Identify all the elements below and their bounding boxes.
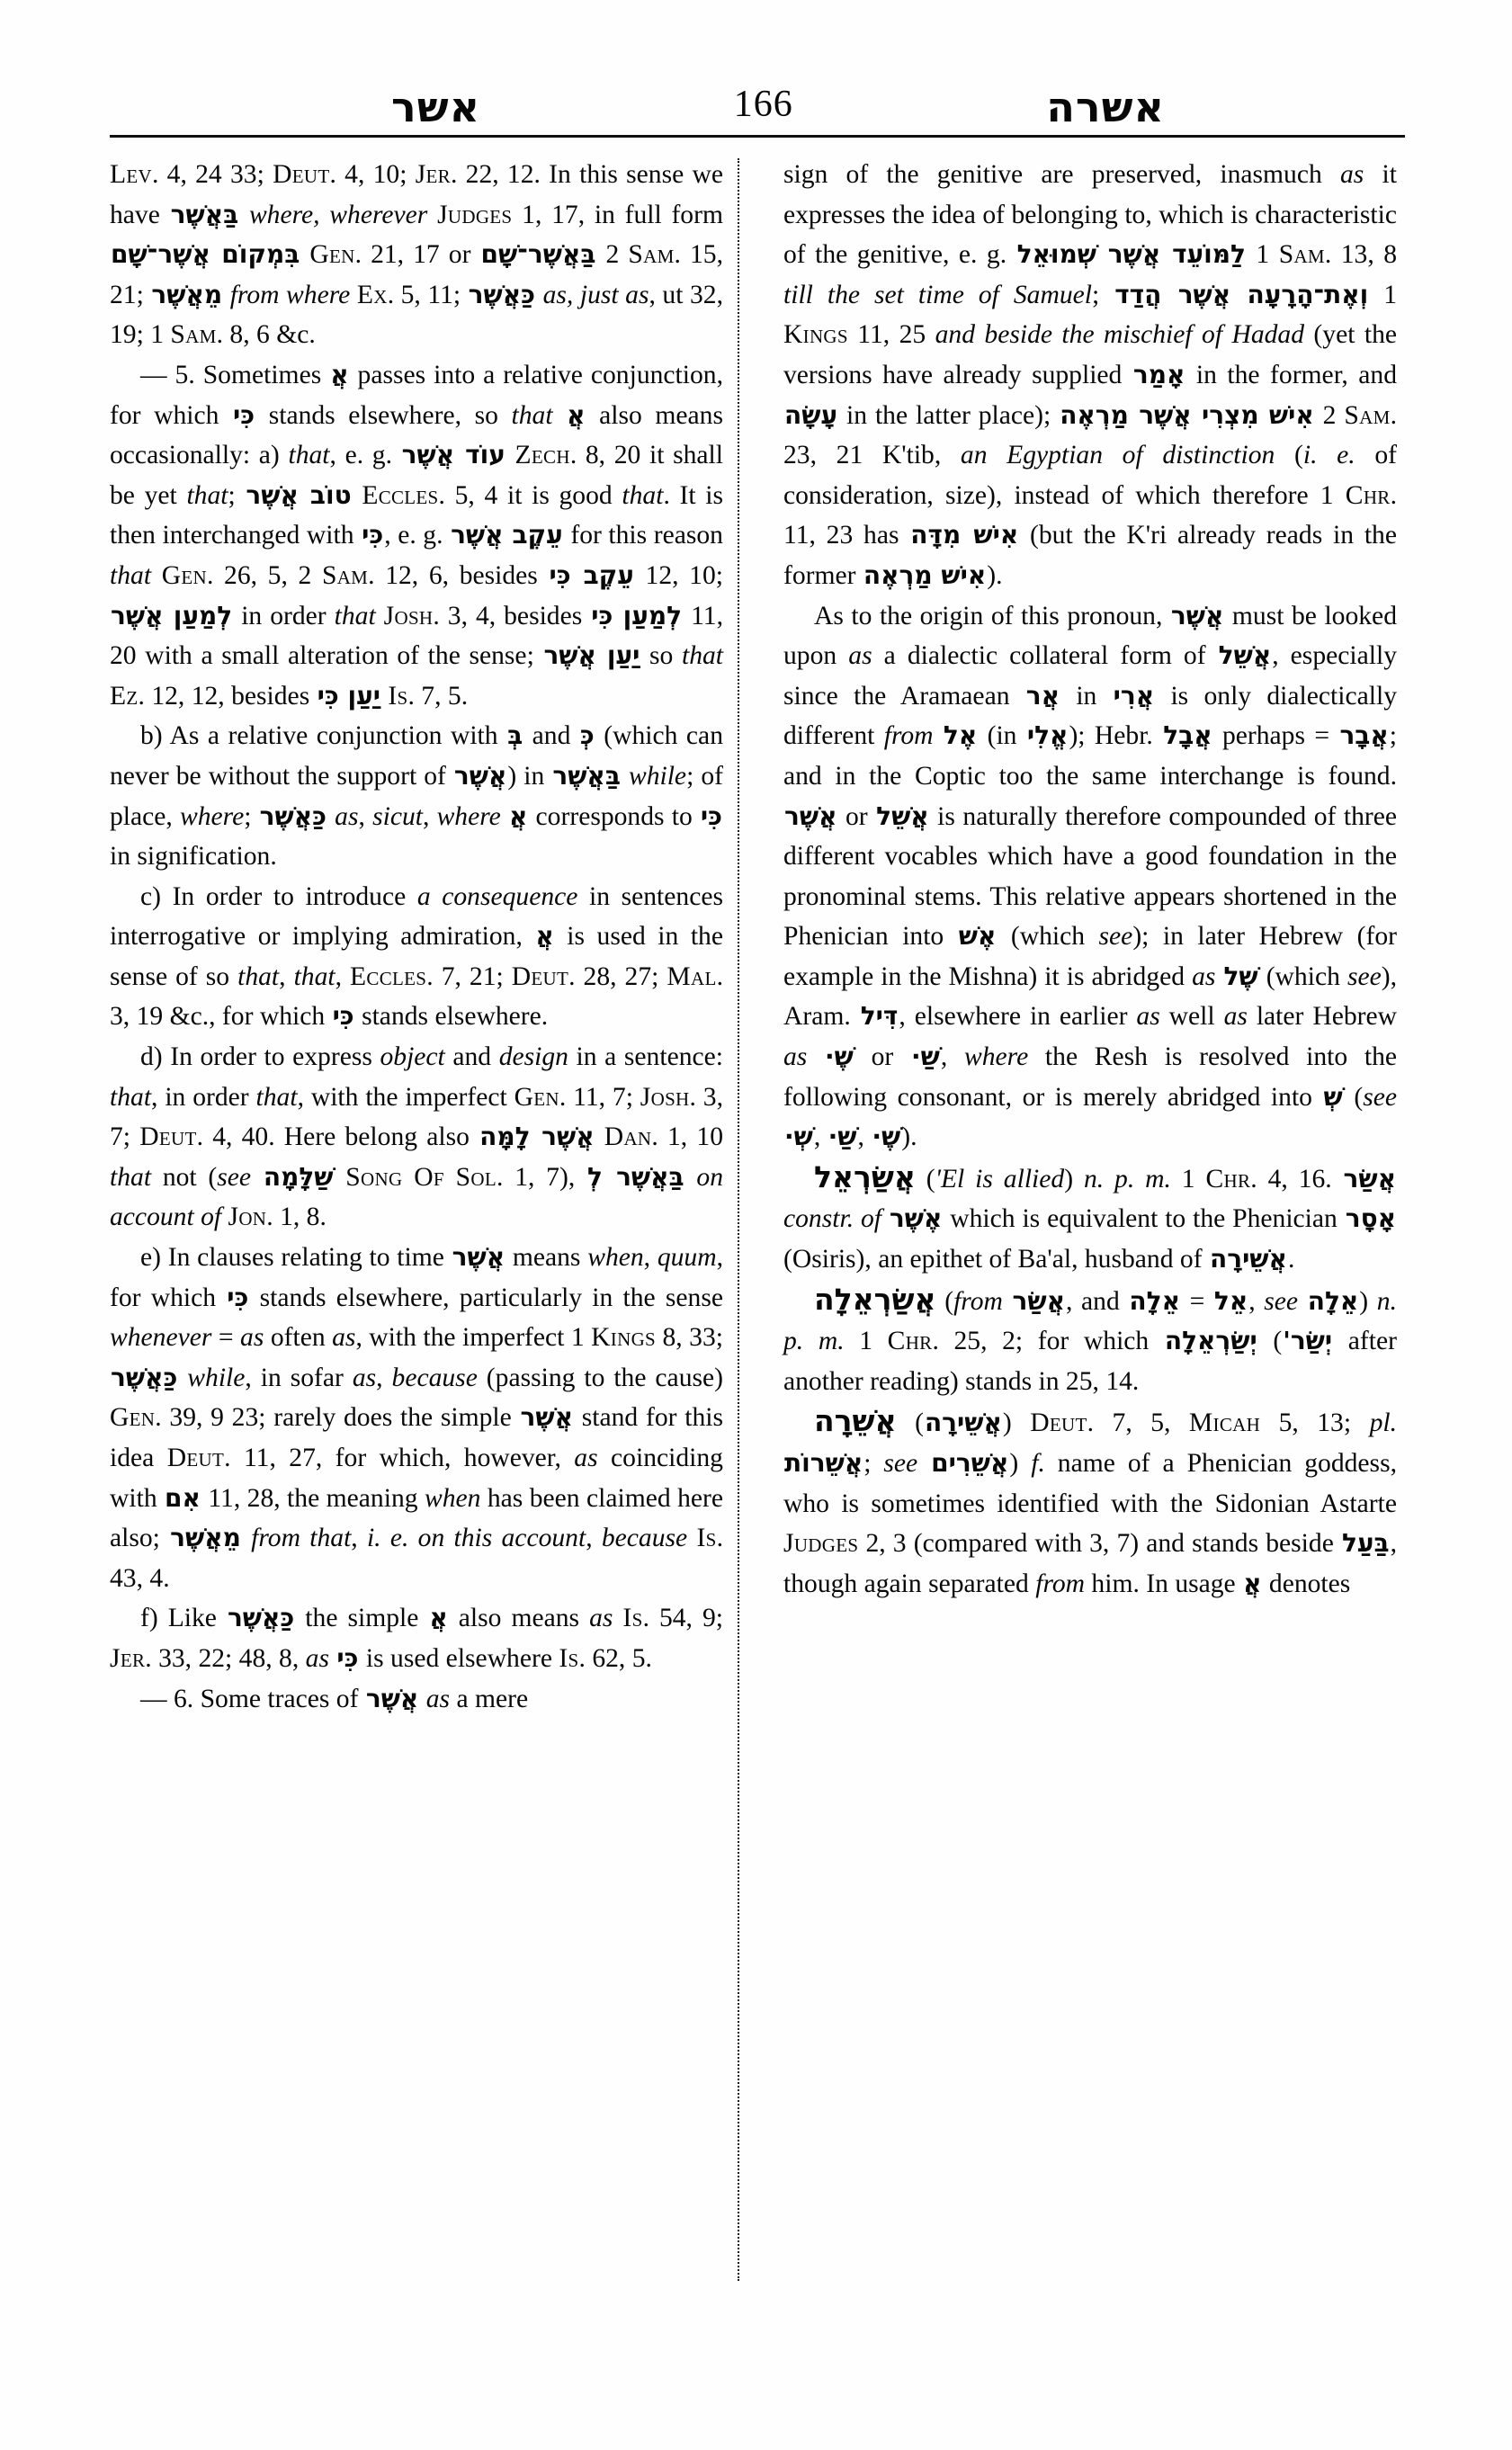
gloss: see: [883, 1449, 918, 1478]
hebrew-word: כִּי: [362, 520, 384, 550]
gloss: as: [1192, 961, 1216, 991]
hebrew-word: כִּי: [332, 1001, 354, 1032]
gloss: a consequence: [416, 881, 578, 911]
hebrew-word: שְׁ·: [784, 1122, 813, 1152]
scripture-reference: Deut: [511, 961, 569, 991]
gloss: where: [436, 801, 501, 831]
paragraph: — 6. Some traces of אֲשֶׁר as a mere: [140, 1683, 529, 1713]
hebrew-word: אֲשַׂר: [1343, 1163, 1397, 1194]
hebrew-word: כַּאֲשֶׁר: [259, 800, 327, 831]
hebrew-word: אֲשֶׁר: [1170, 600, 1224, 630]
left-column: [110, 155, 738, 2281]
scripture-reference: Chr: [1205, 1164, 1251, 1194]
hebrew-word: שַׁלָּמָה: [263, 1161, 334, 1192]
gloss: see: [1264, 1286, 1299, 1316]
right-column: [758, 155, 1397, 2281]
hebrew-word: אֲ: [567, 399, 586, 430]
scripture-reference: Gen: [309, 240, 355, 270]
hebrew-word: כִּי: [700, 800, 723, 831]
scripture-reference: Gen: [514, 1082, 559, 1112]
running-head-right-hebrew: אשרה: [1046, 83, 1165, 131]
gloss: as: [425, 1684, 451, 1713]
hebrew-word: אֲשֵׁירָה: [1209, 1244, 1287, 1274]
hebrew-word: אֲשֵׁל: [1218, 640, 1272, 671]
hebrew-word: בַּאֲשֶׁר: [552, 760, 621, 791]
scripture-reference: Judges: [437, 200, 513, 229]
gloss: when: [424, 1483, 481, 1513]
hebrew-word: אֲ: [535, 921, 554, 952]
hebrew-word: אֲ: [508, 800, 528, 831]
hebrew-word: כִּי: [227, 1282, 249, 1312]
gloss: that: [255, 1082, 298, 1112]
scripture-reference: Sol: [455, 1162, 497, 1192]
hebrew-word: אֲשֶׁר: [365, 1683, 419, 1713]
gloss: that: [288, 441, 330, 470]
paragraph: d) In order to express object and design in a sentence: that, in order that, with the imperfect Gen. 11, 7; Josh. 3, 7; Deut. 4, 40. Here belong also אֲשֶׁר לָמָּה Dan. 1, 10 that not (see שַׁלָּמָה Song Of Sol. 1, 7), בַּאֲשֶׁר לְ on account of Jon. 1, 8.: [110, 1042, 723, 1232]
gloss: that: [110, 1082, 152, 1112]
hebrew-word: אֲרִי: [1113, 680, 1155, 711]
gloss: that: [293, 961, 336, 991]
hebrew-word: שְׁ: [1323, 1081, 1343, 1112]
hebrew-word: שֶׁ·: [872, 1122, 901, 1152]
gloss: 'El is allied: [935, 1164, 1065, 1194]
hebrew-word: אֲר: [1025, 680, 1060, 711]
hebrew-word: וְאֶת־הָרָעָה אֲשֶׁר הֲדַד: [1114, 279, 1369, 309]
gloss: object: [380, 1042, 445, 1072]
paragraph: As to the origin of this pronoun, אֲשֶׁר must be looked upon as a dialectic collateral form of אֲשֵׁל, especially since the Aramaean אֲר in אֲרִי is only dialectically different from אֶל (in אֱלִי); Hebr. אֲבָל perhaps = אֲבָר; and in the Coptic too the same interchange is found. אֲשֶׁר or אֲשֵׁל is naturally therefore compounded of three different vocables which have a good foundation in the pronominal stems. This relative appears shortened in the Phenician into אֶשׁ (which see); in later Hebrew (for example in the Mishna) it is abridged as שֶׁל (which see), Aram. דִּיל, elsewhere in earlier as well as later Hebrew as שֶׁ· or שַׁ·, where the Resh is resolved into the following consonant, or is merely abridged into שְׁ (see שְׁ·, שַׁ·, שֶׁ·).: [783, 600, 1398, 1152]
gloss: n. p. m.: [1083, 1164, 1171, 1194]
hebrew-word: מֵאֲשֶׁר: [151, 279, 223, 309]
scripture-reference: Gen: [110, 1403, 156, 1433]
hebrew-word: אָמַר: [1132, 359, 1185, 389]
gloss: as: [305, 1643, 329, 1673]
entry-headword: אֲשֵׁרָה: [814, 1403, 897, 1439]
hebrew-word: אֶל: [943, 720, 978, 751]
gloss: see: [1363, 1082, 1397, 1112]
paragraph: sign of the genitive are preserved, inasmuch as it expresses the idea of belonging to, which is characteristic of the genitive, e. g. לַמּוֹעֵד אֲשֶׁר שְׁמוּאֵל 1 Sam. 13, 8 till the set time of Samuel; וְאֶת־הָרָעָה אֲשֶׁר הֲדַד 1 Kings 11, 25 and beside the mischief of Hadad (yet the versions have already supplied אָמַר in the former, and עָשָׂה in the latter place); אִישׁ מִצְרִי אֲשֶׁר מַרְאֶה 2 Sam. 23, 21 K'tib, an Egyptian of distinction (i. e. of consideration, size), instead of which therefore 1 Chr. 11, 23 has אִישׁ מִדָּה (but the K'ri already reads in the former אִישׁ מַרְאֶה).: [783, 160, 1398, 590]
hebrew-word: אָסָר: [1345, 1203, 1396, 1234]
hebrew-word: טוֹב אֲשֶׁר: [246, 479, 352, 510]
scripture-reference: Josh: [383, 601, 434, 630]
gloss: while: [628, 761, 687, 791]
hebrew-word: בַּאֲשֶׁר: [170, 199, 239, 229]
paragraph: e) In clauses relating to time אֲשֶׁר means when, quum, for which כִּי stands elsewhere, particularly in the sense whenever = as often as, with the imperfect 1 Kings 8, 33; כַּאֲשֶׁר while, in sofar as, because (passing to the cause) Gen. 39, 9 23; rarely does the simple אֲשֶׁר stand for this idea Deut. 11, 27, for which, however, as coinciding with אִם 11, 28, the meaning when has been claimed here also; מֵאֲשֶׁר from that, i. e. on this account, because Is. 43, 4.: [110, 1242, 724, 1593]
hebrew-word: אֲשֶׁר: [452, 1242, 505, 1273]
gloss: constr. of: [783, 1204, 881, 1234]
gloss: as: [1136, 1002, 1160, 1032]
scripture-reference: Jon: [228, 1203, 267, 1232]
hebrew-word: עוֹד אֲשֶׁר: [401, 440, 505, 470]
gloss: that: [334, 601, 376, 630]
gloss: n. p. m.: [783, 1286, 1397, 1356]
hebrew-word: אֲ: [1243, 1568, 1262, 1598]
hebrew-word: אֶשֶׁר: [889, 1203, 943, 1234]
hebrew-word: שֶׁ·: [825, 1042, 854, 1072]
gloss: as: [352, 1363, 377, 1392]
gloss: from: [883, 721, 934, 751]
gloss: that: [110, 1162, 152, 1192]
hebrew-word: עָשָׂה: [784, 399, 838, 430]
hebrew-word: אֵל: [1213, 1285, 1248, 1316]
gloss: on account of: [110, 1162, 723, 1232]
scripture-reference: Lev: [110, 160, 152, 189]
gloss: that: [237, 961, 280, 991]
hebrew-word: אֲ: [429, 1603, 448, 1633]
gloss: while: [187, 1363, 246, 1392]
dictionary-entry-asarel: אֲשַׂרְאֵל ('El is allied) n. p. m. 1 Chr. 4, 16. אֲשַׂר constr. of אֶשֶׁר which is equivalent to the Phenician אָסָר (Osiris), an epithet of Ba'al, husband of אֲשֵׁירָה.: [783, 1158, 1397, 1274]
hebrew-word: אֲבָר: [1339, 720, 1389, 751]
gloss: that: [186, 480, 228, 510]
hebrew-word: אֱלִי: [1026, 720, 1069, 751]
gloss: because: [391, 1363, 478, 1392]
scripture-reference: Deut: [1030, 1408, 1087, 1438]
body-columns: [110, 155, 1409, 2281]
gloss: as: [335, 801, 359, 831]
scripture-reference: Zech: [514, 441, 570, 470]
hebrew-word: בִּמְקוֹם אֲשֶׁר־שָׁם: [111, 239, 300, 270]
hebrew-word: אֲ: [330, 359, 349, 389]
gloss: i. e.: [366, 1524, 409, 1553]
scripture-reference: Dan: [604, 1122, 652, 1152]
hebrew-word: אֶשׁ: [958, 921, 997, 952]
scripture-reference: Kings: [783, 320, 848, 350]
scripture-reference: Gen: [161, 560, 207, 590]
hebrew-word: יְשַׂרְאֵלָה: [1164, 1326, 1257, 1356]
hebrew-word: עֵקֶב כִּי: [549, 559, 634, 590]
gloss: when: [587, 1243, 644, 1273]
scripture-reference: Sam: [321, 560, 369, 590]
hebrew-word: כְּ: [579, 720, 595, 751]
paragraph: b) As a relative conjunction with בְּ and כְּ (which can never be without the support of אֲשֶׁר) in בַּאֲשֶׁר while; of place, where; כַּאֲשֶׁר as, sicut, where אֲ corresponds to כִּי in signification.: [110, 720, 723, 872]
hebrew-word: כַּאֲשֶׁר: [111, 1362, 178, 1392]
scripture-reference: Deut: [166, 1444, 225, 1472]
entry-headword: אֲשַׂרְאֵל: [814, 1158, 916, 1194]
running-head-left-hebrew: אשר: [391, 83, 481, 131]
gloss: as: [574, 1444, 598, 1472]
gloss: f.: [1031, 1449, 1045, 1478]
gloss: as, just as: [542, 280, 649, 309]
hebrew-word: לְמַעַן אֲשֶׁר: [111, 600, 233, 630]
gloss: where: [180, 801, 245, 831]
gloss: design: [498, 1042, 568, 1072]
gloss: an Egyptian of distinction: [960, 441, 1275, 470]
hebrew-word: לְמַעַן כִּי: [591, 600, 683, 630]
hebrew-word: שַׁ·: [911, 1042, 940, 1072]
hebrew-word: כִּי: [233, 399, 255, 430]
gloss: see: [217, 1162, 252, 1192]
gloss: from: [1035, 1569, 1086, 1598]
hebrew-word: אֵלָה: [1129, 1285, 1180, 1316]
gloss: as: [589, 1604, 613, 1633]
gloss: see: [1346, 961, 1382, 991]
gloss: that: [511, 400, 553, 430]
gloss: that: [110, 560, 152, 590]
gloss: where, wherever: [248, 200, 428, 229]
paragraph: Lev. 4, 24 33; Deut. 4, 10; Jer. 22, 12. In this sense we have בַּאֲשֶׁר where, wherever Judges 1, 17, in full form בִּמְקוֹם אֲשֶׁר־שָׁם Gen. 21, 17 or בַּאֲשֶׁר־שָׁם 2 Sam. 15, 21; מֵאֲשֶׁר from where Ex. 5, 11; כַּאֲשֶׁר as, just as, ut 32, 19; 1 Sam. 8, 6 &c.: [110, 160, 724, 350]
running-head: [108, 56, 1403, 131]
scripture-reference: Sam: [1344, 400, 1391, 430]
hebrew-word: שַׁ·: [828, 1122, 857, 1152]
hebrew-word: בַּאֲשֶׁר־שָׁם: [480, 239, 596, 270]
scripture-reference: Is: [388, 681, 408, 711]
scripture-reference: Chr: [1345, 480, 1391, 510]
scripture-reference: Song: [345, 1162, 403, 1192]
hebrew-word: אֲשֶׁר: [453, 760, 507, 791]
hebrew-word: אֲשֵׁירָה: [924, 1408, 1002, 1438]
entry-headword: אֲשַׂרְאֵלָה: [814, 1281, 936, 1317]
hebrew-word: יַעַן אֲשֶׁר: [543, 640, 640, 671]
gloss: till the set time of Samuel: [783, 280, 1092, 309]
scripture-reference: Jer: [110, 1643, 146, 1673]
scripture-reference: Eccles: [362, 480, 439, 510]
hebrew-word: אֲשֶׁר לָמָּה: [479, 1122, 595, 1152]
scripture-reference: Eccles: [350, 961, 427, 991]
gloss: that: [622, 480, 664, 510]
gloss: as: [1223, 1002, 1248, 1032]
gloss: from where: [229, 280, 351, 309]
hebrew-word: אִישׁ מִצְרִי אֲשֶׁר מַרְאֶה: [1060, 399, 1314, 430]
hebrew-word: אֲשַׂר: [1012, 1285, 1066, 1316]
hebrew-word: אִישׁ מִדָּה: [910, 520, 1019, 550]
scripture-reference: Ex: [356, 280, 388, 309]
scripture-reference: Is: [696, 1524, 717, 1553]
gloss: that: [681, 641, 724, 671]
scripture-reference: Sam: [170, 320, 217, 350]
hebrew-word: אֵלָה: [1307, 1285, 1359, 1316]
hebrew-word: יַעַן כִּי: [317, 680, 380, 711]
hebrew-word: אֲשֶׁר: [784, 800, 837, 831]
hebrew-word: אִם: [165, 1482, 201, 1513]
scripture-reference: Of: [414, 1162, 444, 1192]
gloss: as: [332, 1323, 356, 1353]
hebrew-word: אֲבָל: [1163, 720, 1212, 751]
gloss: as: [240, 1323, 264, 1353]
gloss: sicut: [372, 801, 423, 831]
gloss: because: [601, 1524, 688, 1553]
gloss: as: [1340, 160, 1364, 189]
header-rule: [110, 135, 1405, 138]
paragraph: — 5. Sometimes אֲ passes into a relative conjunction, for which כִּי stands elsewhere, so that אֲ also means occasionally: a) that, e. g. עוֹד אֲשֶׁר Zech. 8, 20 it shall be yet that; טוֹב אֲשֶׁר Eccles. 5, 4 it is good that. It is then interchanged with כִּי, e. g. עֵקֶב אֲשֶׁר for this reason that Gen. 26, 5, 2 Sam. 12, 6, besides עֵקֶב כִּי 12, 10; לְמַעַן אֲשֶׁר in order that Josh. 3, 4, besides לְמַעַן כִּי 11, 20 with a small alteration of the sense; יַעַן אֲשֶׁר so that Ez. 12, 12, besides יַעַן כִּי Is. 7, 5.: [110, 359, 724, 711]
hebrew-word: לַמּוֹעֵד אֲשֶׁר שְׁמוּאֵל: [1016, 239, 1246, 270]
gloss: where: [963, 1042, 1029, 1072]
hebrew-word: בַּאֲשֶׁר לְ: [587, 1161, 684, 1192]
hebrew-word: כִּי: [336, 1642, 359, 1673]
scripture-reference: Is: [622, 1604, 643, 1633]
scripture-reference: Is: [559, 1643, 579, 1673]
paragraph: c) In order to introduce a consequence in sentences interrogative or implying admiration, אֲ is used in the sense of so that, that, Eccles. 7, 21; Deut. 28, 27; Mal. 3, 19 &c., for which כִּי stands elsewhere.: [110, 881, 724, 1032]
dictionary-entry-asarelah: אֲשַׂרְאֵלָה (from אֲשַׂר, and אֵלָה = אֵל, see אֵלָה) n. p. m. 1 Chr. 25, 2; for which יְשַׂרְאֵלָה (יְשַׂר' after another reading) stands in 25, 14.: [783, 1281, 1397, 1396]
gloss: whenever: [110, 1323, 212, 1353]
hebrew-word: דִּיל: [860, 1001, 899, 1032]
gloss: as: [848, 641, 872, 671]
gloss: on this account: [417, 1524, 586, 1553]
gloss: as: [783, 1042, 808, 1072]
scripture-reference: Deut: [139, 1122, 197, 1152]
gloss: and beside the mischief of Hadad: [935, 320, 1305, 350]
hebrew-word: אִישׁ מַרְאֶה: [863, 559, 987, 590]
scripture-reference: Kings: [591, 1323, 657, 1353]
gloss: quum: [657, 1243, 717, 1273]
scripture-reference: Deut: [273, 160, 330, 189]
scripture-reference: Chr: [887, 1327, 933, 1356]
scripture-reference: Josh: [640, 1082, 690, 1112]
hebrew-word: מֵאֲשֶׁר: [170, 1523, 241, 1553]
scripture-reference: Ez: [110, 681, 139, 711]
gloss: from: [953, 1286, 1003, 1316]
scripture-reference: Micah: [1188, 1408, 1261, 1438]
paragraph: f) Like כַּאֲשֶׁר the simple אֲ also means as Is. 54, 9; Jer. 33, 22; 48, 8, as כִּי is used elsewhere Is. 62, 5.: [110, 1603, 723, 1673]
hebrew-word: אֲשֵׁל: [876, 800, 929, 831]
scripture-reference: Jer: [415, 160, 451, 189]
scripture-reference: Sam: [1278, 240, 1325, 270]
scripture-reference: Mal: [667, 961, 717, 991]
hebrew-word: בְּ: [507, 720, 523, 751]
gloss: that: [309, 1524, 352, 1553]
dictionary-entry-asherah: אֲשֵׁרָה (אֲשֵׁירָה) Deut. 7, 5, Micah 5, 13; pl. אֲשֵׁרוֹת; see אֲשֵׁרִים) f. name of a Phenician goddess, who is sometimes identified with the Sidonian Astarte Judges 2, 3 (compared with 3, 7) and stands beside בַּעַל, though again separated from him. In usage אֲ denotes: [783, 1403, 1397, 1598]
hebrew-word: בַּעַל: [1341, 1528, 1390, 1559]
hebrew-word: יְשַׂר': [1283, 1326, 1333, 1356]
hebrew-word: שֶׁל: [1223, 961, 1258, 991]
hebrew-word: כַּאֲשֶׁר: [468, 279, 536, 309]
gloss: i. e.: [1302, 441, 1355, 470]
hebrew-word: כַּאֲשֶׁר: [227, 1603, 295, 1633]
gloss: see: [1098, 922, 1133, 952]
hebrew-word: אֲשֶׁר: [520, 1402, 574, 1433]
scripture-reference: Judges: [783, 1529, 859, 1559]
column-divider: [738, 158, 742, 2281]
gloss: pl.: [1369, 1408, 1397, 1438]
hebrew-word: עֵקֶב אֲשֶׁר: [451, 520, 563, 550]
scripture-reference: Sam: [628, 240, 675, 270]
hebrew-word: אֲשֵׁרִים: [931, 1448, 1009, 1478]
hebrew-word: אֲשֵׁרוֹת: [784, 1448, 863, 1478]
page-number: 166: [733, 84, 793, 125]
gloss: from: [251, 1524, 300, 1553]
